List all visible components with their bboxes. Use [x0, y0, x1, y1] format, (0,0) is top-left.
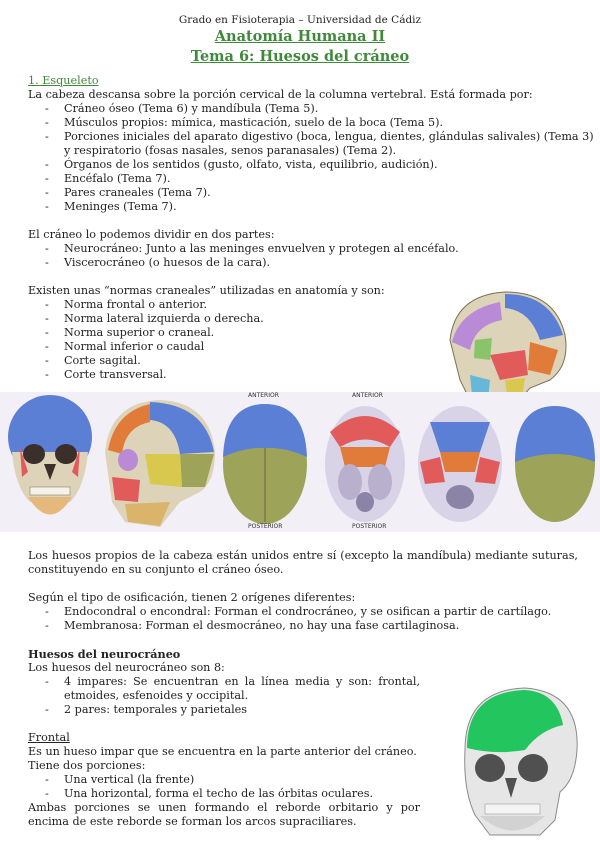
topic-title: Tema 6: Huesos del cráneo: [190, 48, 410, 65]
list-item: Meninges (Tema 7).: [64, 200, 177, 213]
list-item: Cráneo óseo (Tema 6) y mandíbula (Tema 5).: [64, 102, 319, 115]
list-item: Corte sagital.: [64, 354, 141, 367]
bullet-dash: -: [45, 186, 49, 199]
cranial-base-internal: [325, 406, 405, 522]
sutures-paragraph: Los huesos propios de la cabeza están unidos entre sí (excepto la mandíbula) mediante suturas, constituyendo en su conjunto el cráneo óseo.: [28, 549, 578, 576]
list-item: Neurocráneo: Junto a las meninges envuelven y protegen al encéfalo.: [64, 242, 459, 255]
list-item: Viscerocráneo (o huesos de la cara).: [64, 256, 271, 269]
list-item: Membranosa: Forman el desmocráneo, no hay una fase cartilaginosa.: [64, 619, 460, 632]
bullet-dash: -: [45, 787, 49, 800]
division-intro: El cráneo lo podemos dividir en dos partes:: [28, 228, 275, 241]
bullet-dash: -: [45, 605, 49, 618]
superior-view-skull: [223, 404, 307, 524]
anterior-label: ANTERIOR: [248, 392, 279, 399]
bullet-dash: -: [45, 675, 49, 688]
bullet-dash: -: [45, 703, 49, 716]
list-item: Músculos propios: mímica, masticación, suelo de la boca (Tema 5).: [64, 116, 444, 129]
neurocranium-heading: Huesos del neurocráneo: [28, 647, 181, 661]
frontal-line: Tiene dos porciones:: [28, 759, 146, 772]
neurocranium-intro: Los huesos del neurocráneo son 8:: [28, 661, 225, 674]
list-item: Norma frontal o anterior.: [64, 298, 208, 311]
bullet-dash: -: [45, 354, 49, 367]
bullet-dash: -: [45, 242, 49, 255]
posterior-label: POSTERIOR: [352, 523, 387, 530]
bullet-dash: -: [45, 172, 49, 185]
list-item: Encéfalo (Tema 7).: [64, 172, 171, 185]
bullet-dash: -: [45, 326, 49, 339]
skull-views-band: [0, 392, 600, 532]
list-item: Norma superior o craneal.: [64, 326, 215, 339]
bullet-dash: -: [45, 340, 49, 353]
frontal-closing: Ambas porciones se unen formando el reborde orbitario y por encima de este reborde se forman los arcos supraciliares.: [28, 801, 420, 828]
frontal-line: Es un hueso impar que se encuentra en la parte anterior del cráneo.: [28, 745, 417, 758]
list-item: Endocondral o encondral: Forman el condrocráneo, y se osifican a partir de cartílago.: [64, 605, 552, 618]
posterior-view-skull: [515, 406, 595, 522]
frontal-view-skull: [8, 395, 92, 515]
bullet-dash: -: [45, 130, 49, 143]
list-item: Órganos de los sentidos (gusto, olfato, vista, equilibrio, audición).: [64, 158, 438, 171]
bullet-dash: -: [45, 619, 49, 632]
bullet-dash: -: [45, 116, 49, 129]
cranial-base-external: [418, 406, 502, 522]
bullet-dash: -: [45, 158, 49, 171]
bullet-dash: -: [45, 256, 49, 269]
bullet-dash: -: [45, 298, 49, 311]
section1-intro: La cabeza descansa sobre la porción cervical de la columna vertebral. Está formada por:: [28, 88, 533, 101]
posterior-label: POSTERIOR: [248, 523, 283, 530]
lateral-view-skull: [105, 400, 215, 527]
list-item: Pares craneales (Tema 7).: [64, 186, 211, 199]
bullet-dash: -: [45, 200, 49, 213]
list-item: Corte transversal.: [64, 368, 167, 381]
frontal-bone-skull-image: [445, 680, 585, 840]
list-item: Porciones iniciales del aparato digestivo (boca, lengua, dientes, glándulas salivales) (Tema 3): [64, 130, 594, 143]
ossification-intro: Según el tipo de osificación, tienen 2 orígenes diferentes:: [28, 591, 356, 604]
section-title-esqueleto: 1. Esqueleto: [28, 74, 99, 87]
course-line: Grado en Fisioterapia – Universidad de Cádiz: [178, 14, 422, 26]
list-item-continuation: y respiratorio (fosas nasales, senos paranasales) (Tema 2).: [64, 144, 397, 157]
list-item: 2 pares: temporales y parietales: [64, 703, 248, 716]
list-item: Normal inferior o caudal: [64, 340, 205, 353]
frontal-heading: Frontal: [28, 731, 70, 744]
anterior-label: ANTERIOR: [352, 392, 383, 399]
list-item: 4 impares: Se encuentran en la línea media y son: frontal, etmoides, esfenoides y occipital.: [64, 675, 420, 702]
subject-title: Anatomía Humana II: [214, 28, 386, 45]
list-item: Norma lateral izquierda o derecha.: [64, 312, 264, 325]
bullet-dash: -: [45, 312, 49, 325]
bullet-dash: -: [45, 102, 49, 115]
normas-intro: Existen unas “normas craneales” utilizadas en anatomía y son:: [28, 284, 385, 297]
bullet-dash: -: [45, 773, 49, 786]
bullet-dash: -: [45, 368, 49, 381]
list-item: Una horizontal, forma el techo de las órbitas oculares.: [64, 787, 374, 800]
list-item: Una vertical (la frente): [64, 773, 195, 786]
